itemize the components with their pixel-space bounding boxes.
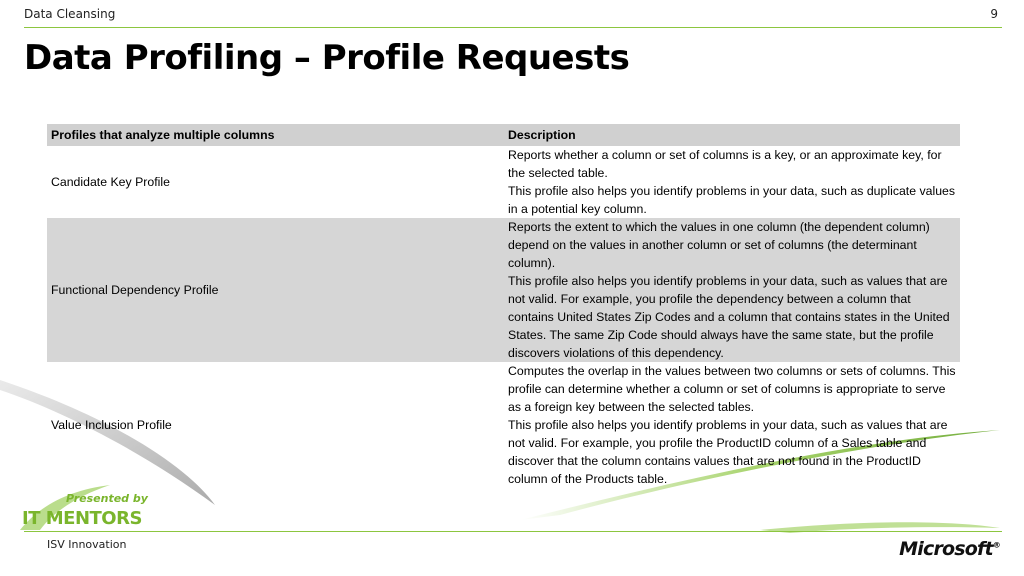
profile-name: Functional Dependency Profile: [47, 218, 504, 362]
profile-description: [504, 362, 960, 488]
table-header-row: [47, 124, 960, 146]
description-paragraph: Reports the extent to which the values in one column (the dependent column) depend on the values in another column or set of columns (the determinant column).: [508, 220, 930, 270]
microsoft-logo: [899, 538, 1000, 560]
profile-name: Candidate Key Profile: [51, 175, 170, 189]
column-header-description: Description: [504, 124, 960, 146]
table-row: [47, 146, 960, 218]
profile-description: [504, 146, 960, 218]
bottom-divider: [24, 531, 1002, 532]
column-header-profiles: Profiles that analyze multiple columns: [47, 124, 504, 146]
profile-name: Value Inclusion Profile: [51, 418, 172, 432]
page-title: Data Profiling – Profile Requests: [24, 38, 630, 78]
description-paragraph: This profile also helps you identify problems in your data, such as duplicate values in a potential key column.: [508, 184, 956, 216]
microsoft-wordmark: Microsoft: [899, 538, 993, 560]
footer-text: ISV Innovation: [47, 538, 127, 551]
description-paragraph: This profile also helps you identify problems in your data, such as values that are not valid. For example, you profile the dependency between a column that contains United States Zip Codes and a column that contains states in the United States. The same Zip Code should always have the same state, but the profile discovers violations of this dependency.: [508, 274, 950, 360]
trademark-symbol: ®: [992, 540, 1000, 550]
page-number: 9: [990, 7, 998, 21]
description-paragraph: Reports whether a column or set of columns is a key, or an approximate key, for the selected table.: [508, 148, 942, 180]
description-paragraph: Computes the overlap in the values between two columns or sets of columns. This profile can determine whether a column or set of columns is appropriate to serve as a foreign key between the selected tables.: [508, 364, 956, 414]
presented-by-label: Presented by: [66, 492, 148, 505]
company-name: IT MENTORS: [22, 508, 142, 529]
profile-description: [504, 218, 960, 362]
profile-requests-table: [47, 124, 960, 488]
table-row: [47, 218, 960, 362]
header-label: Data Cleansing: [24, 7, 116, 21]
top-divider: [24, 27, 1002, 28]
table-row: [47, 362, 960, 488]
description-paragraph: This profile also helps you identify problems in your data, such as values that are not valid. For example, you profile the ProductID column of a Sales table and discover that the column contains values that are not found in the ProductID column of the Products table.: [508, 418, 948, 486]
